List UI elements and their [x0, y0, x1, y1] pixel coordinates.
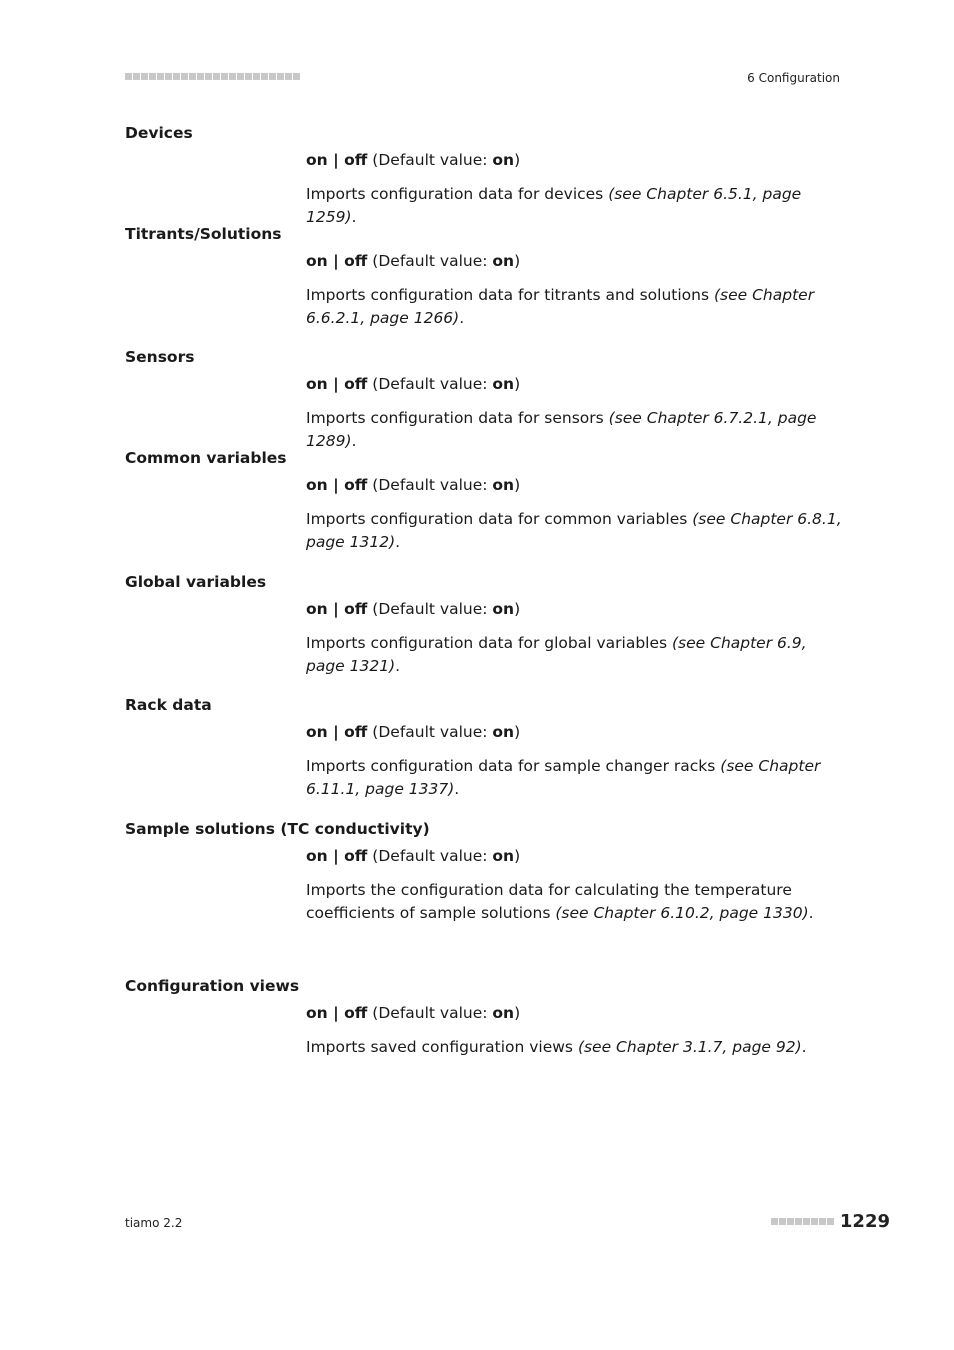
- decorative-square: [165, 73, 172, 80]
- description-end: .: [459, 308, 465, 327]
- default-close: ): [514, 723, 521, 741]
- decorative-square: [827, 1218, 834, 1225]
- description-end: .: [395, 532, 401, 551]
- option-on: on: [306, 1004, 328, 1022]
- option-separator: |: [327, 151, 345, 169]
- option-off: off: [344, 723, 368, 741]
- decorative-square: [787, 1218, 794, 1225]
- chapter-reference-link[interactable]: (see Chapter 6.6.2.1, page 1266): [306, 286, 815, 327]
- option-on: on: [306, 375, 328, 393]
- parameter-options: [306, 476, 520, 494]
- parameter-title: Rack data: [125, 696, 212, 714]
- option-on: on: [306, 476, 328, 494]
- option-separator: |: [327, 476, 345, 494]
- option-off: off: [344, 600, 368, 618]
- default-value: on: [492, 847, 515, 865]
- description-end: .: [395, 656, 401, 675]
- decorative-square: [229, 73, 236, 80]
- decorative-square: [771, 1218, 778, 1225]
- page-number: 1229: [839, 1211, 890, 1232]
- decorative-square: [237, 73, 244, 80]
- default-label: (Default value:: [367, 847, 493, 865]
- parameter-title: Titrants/Solutions: [125, 225, 282, 243]
- default-close: ): [514, 252, 521, 270]
- default-value: on: [492, 151, 515, 169]
- chapter-heading: 6 Configuration: [747, 71, 840, 85]
- chapter-reference-link[interactable]: (see Chapter 6.8.1, page 1312): [306, 510, 842, 551]
- decorative-square: [141, 73, 148, 80]
- parameter-title: Devices: [125, 124, 193, 142]
- footer-product: tiamo 2.2: [125, 1216, 183, 1230]
- description-text: Imports configuration data for global variables: [306, 634, 672, 652]
- parameter-description: [306, 508, 844, 553]
- description-end: .: [801, 1038, 807, 1056]
- decorative-square: [173, 73, 180, 80]
- option-off: off: [344, 252, 368, 270]
- chapter-reference-link[interactable]: (see Chapter 6.11.1, page 1337): [306, 757, 821, 798]
- parameter-title: Global variables: [125, 573, 267, 591]
- description-text: Imports configuration data for sensors: [306, 409, 609, 427]
- decorative-square: [149, 73, 156, 80]
- decorative-square: [205, 73, 212, 80]
- decorative-square: [277, 73, 284, 80]
- description-text: Imports configuration data for sample changer racks: [306, 757, 721, 775]
- parameter-description: [306, 879, 844, 924]
- chapter-reference-link[interactable]: (see Chapter 3.1.7, page 92): [577, 1038, 802, 1056]
- parameter-title: Configuration views: [125, 977, 300, 995]
- chapter-reference-link[interactable]: (see Chapter 6.5.1, page 1259): [306, 185, 802, 226]
- parameter-description: [306, 183, 844, 228]
- default-value: on: [492, 252, 515, 270]
- description-end: .: [351, 431, 357, 450]
- footer-page: [771, 1211, 890, 1232]
- option-separator: |: [327, 375, 345, 393]
- parameter-options: [306, 1004, 520, 1022]
- description-end: .: [808, 903, 814, 922]
- default-label: (Default value:: [367, 252, 493, 270]
- decorative-square: [213, 73, 220, 80]
- description-text: Imports configuration data for titrants and solutions: [306, 286, 714, 304]
- parameter-title: Common variables: [125, 449, 287, 467]
- parameter-description: [306, 284, 844, 329]
- default-label: (Default value:: [367, 151, 493, 169]
- description-text: Imports configuration data for devices: [306, 185, 609, 203]
- decorative-square: [819, 1218, 826, 1225]
- option-separator: |: [327, 847, 345, 865]
- description-end: .: [454, 779, 460, 798]
- decorative-square: [261, 73, 268, 80]
- default-close: ): [514, 847, 521, 865]
- description-text: Imports the configuration data for calculating the temperature coefficients of sample solutions: [306, 881, 792, 922]
- option-off: off: [344, 151, 368, 169]
- option-on: on: [306, 252, 328, 270]
- description-end: .: [351, 207, 357, 226]
- default-value: on: [492, 1004, 515, 1022]
- option-separator: |: [327, 1004, 345, 1022]
- decorative-square: [133, 73, 140, 80]
- parameter-options: [306, 151, 520, 169]
- default-close: ): [514, 600, 521, 618]
- default-close: ): [514, 375, 521, 393]
- decorative-square: [811, 1218, 818, 1225]
- parameter-description: [306, 755, 844, 800]
- parameter-options: [306, 600, 520, 618]
- default-label: (Default value:: [367, 375, 493, 393]
- decorative-square: [269, 73, 276, 80]
- decorative-square: [803, 1218, 810, 1225]
- option-on: on: [306, 600, 328, 618]
- parameter-options: [306, 847, 520, 865]
- option-on: on: [306, 723, 328, 741]
- footer-decoration: [771, 1218, 834, 1225]
- parameter-description: [306, 1036, 844, 1059]
- option-on: on: [306, 847, 328, 865]
- option-off: off: [344, 1004, 368, 1022]
- decorative-square: [181, 73, 188, 80]
- decorative-square: [293, 73, 300, 80]
- default-label: (Default value:: [367, 600, 493, 618]
- option-off: off: [344, 847, 368, 865]
- chapter-reference-link[interactable]: (see Chapter 6.10.2, page 1330): [555, 903, 809, 922]
- option-separator: |: [327, 600, 345, 618]
- decorative-square: [253, 73, 260, 80]
- default-value: on: [492, 476, 515, 494]
- parameter-title: Sensors: [125, 348, 195, 366]
- decorative-square: [189, 73, 196, 80]
- parameter-description: [306, 632, 844, 677]
- default-close: ): [514, 151, 521, 169]
- parameter-options: [306, 375, 520, 393]
- chapter-reference-link[interactable]: (see Chapter 6.9, page 1321): [306, 634, 807, 675]
- option-on: on: [306, 151, 328, 169]
- decorative-square: [245, 73, 252, 80]
- option-separator: |: [327, 252, 345, 270]
- decorative-square: [221, 73, 228, 80]
- default-value: on: [492, 600, 515, 618]
- default-value: on: [492, 375, 515, 393]
- parameter-title: Sample solutions (TC conductivity): [125, 820, 430, 838]
- default-value: on: [492, 723, 515, 741]
- option-separator: |: [327, 723, 345, 741]
- default-close: ): [514, 1004, 521, 1022]
- decorative-square: [157, 73, 164, 80]
- parameter-options: [306, 723, 520, 741]
- option-off: off: [344, 476, 368, 494]
- decorative-square: [197, 73, 204, 80]
- default-label: (Default value:: [367, 1004, 493, 1022]
- decorative-square: [285, 73, 292, 80]
- header-decoration: [125, 73, 300, 80]
- description-text: Imports saved configuration views: [306, 1038, 578, 1056]
- option-off: off: [344, 375, 368, 393]
- default-label: (Default value:: [367, 476, 493, 494]
- parameter-options: [306, 252, 520, 270]
- default-label: (Default value:: [367, 723, 493, 741]
- decorative-square: [125, 73, 132, 80]
- decorative-square: [795, 1218, 802, 1225]
- parameter-description: [306, 407, 844, 452]
- default-close: ): [514, 476, 521, 494]
- description-text: Imports configuration data for common variables: [306, 510, 693, 528]
- chapter-reference-link[interactable]: (see Chapter 6.7.2.1, page 1289): [306, 409, 817, 450]
- decorative-square: [779, 1218, 786, 1225]
